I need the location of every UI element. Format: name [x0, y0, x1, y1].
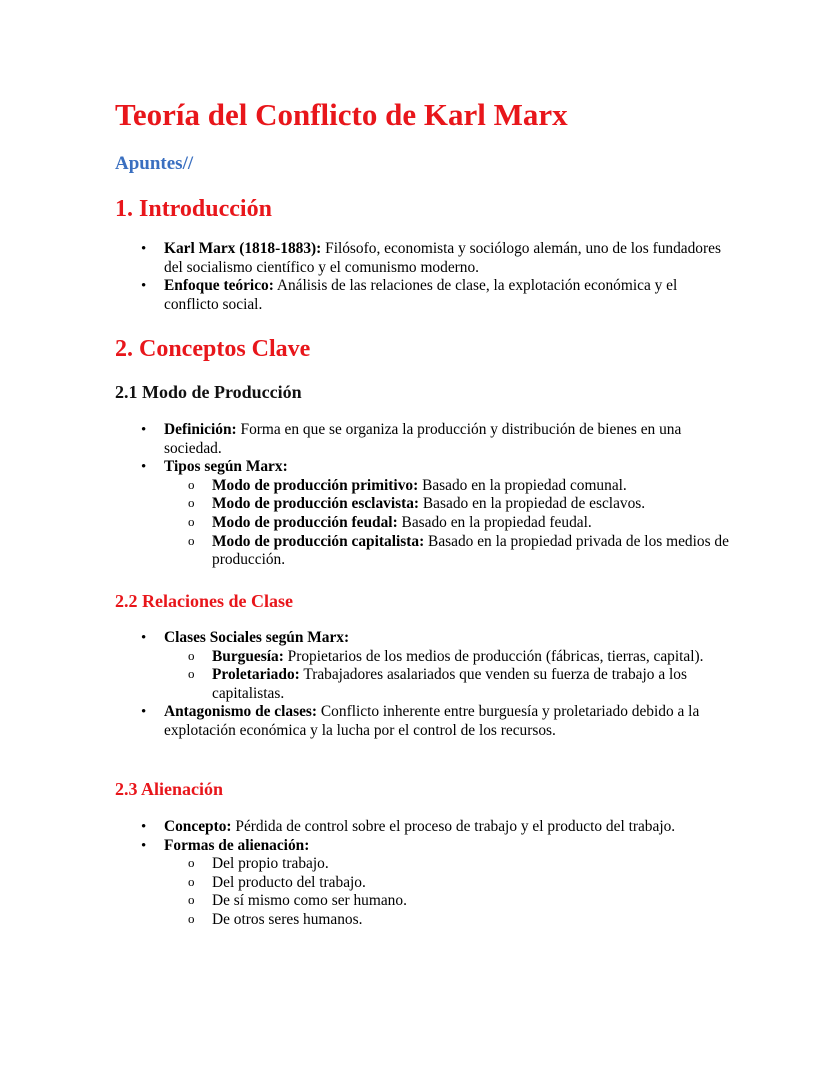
subitem-label: Burguesía:	[212, 647, 284, 665]
introduccion-list	[140, 240, 730, 314]
item-label: Tipos según Marx:	[164, 458, 288, 476]
subitem-text: De otros seres humanos.	[212, 910, 363, 928]
item-label: Clases Sociales según Marx:	[164, 629, 350, 646]
alienacion-list	[140, 818, 730, 930]
subitem-text: De sí mismo como ser humano.	[212, 892, 407, 910]
document-subtitle: Apuntes//	[115, 153, 194, 174]
subitem-text: Basado en la propiedad de esclavos.	[419, 495, 646, 513]
subitem-label: Proletariado:	[212, 666, 300, 684]
item-text: Conflicto inherente entre burguesía y proletariado debido a la explotación económica y la lucha por el control de los recursos.	[164, 703, 700, 739]
list-item	[140, 818, 730, 837]
sublist-item	[164, 855, 730, 874]
modo-produccion-list	[140, 421, 730, 570]
list-item	[140, 240, 730, 277]
subsection-heading-alienacion: 2.3 Alienación	[115, 779, 224, 799]
subsection-heading-modo-produccion: 2.1 Modo de Producción	[115, 382, 302, 402]
list-item	[140, 277, 730, 314]
item-label: Concepto:	[164, 818, 232, 835]
subitem-label: Modo de producción capitalista:	[212, 532, 425, 550]
subitem-label: Modo de producción esclavista:	[212, 495, 420, 513]
relaciones-clase-list	[140, 629, 730, 741]
subitem-text: Trabajadores asalariados que venden su fuerza de trabajo a los capitalistas.	[212, 666, 687, 702]
item-label: Enfoque teórico:	[164, 277, 274, 295]
sublist-item	[164, 892, 730, 911]
section-heading-introduccion: 1. Introducción	[115, 196, 272, 222]
sublist-item	[164, 911, 730, 930]
item-text: Forma en que se organiza la producción y distribución de bienes en una sociedad.	[164, 421, 682, 457]
item-label: Antagonismo de clases:	[164, 703, 318, 721]
sublist-item	[164, 514, 730, 533]
subitem-text: Del producto del trabajo.	[212, 873, 366, 891]
sublist-item	[164, 495, 730, 514]
document-title: Teoría del Conflicto de Karl Marx	[115, 97, 568, 132]
sublist-item	[164, 477, 730, 496]
list-item	[140, 703, 730, 740]
list-item	[140, 458, 730, 570]
item-text: Filósofo, economista y sociólogo alemán, uno de los fundadores del socialismo científico y el comunismo moderno.	[164, 240, 721, 276]
section-heading-conceptos-clave: 2. Conceptos Clave	[115, 336, 311, 362]
list-item	[140, 421, 730, 458]
sublist-item	[164, 648, 730, 667]
list-item	[140, 629, 730, 703]
item-label: Definición:	[164, 421, 237, 438]
item-label: Formas de alienación:	[164, 836, 310, 854]
subitem-text: Basado en la propiedad feudal.	[397, 513, 592, 531]
item-text: Pérdida de control sobre el proceso de trabajo y el producto del trabajo.	[231, 818, 676, 835]
item-text: Análisis de las relaciones de clase, la explotación económica y el conflicto social.	[164, 277, 678, 313]
subitem-label: Modo de producción feudal:	[212, 513, 398, 531]
subitem-label: Modo de producción primitivo:	[212, 476, 419, 494]
subitem-text: Basado en la propiedad comunal.	[418, 476, 627, 494]
subitem-text: Del propio trabajo.	[212, 855, 329, 873]
item-label: Karl Marx (1818-1883):	[164, 240, 322, 257]
sublist	[164, 855, 730, 929]
subitem-text: Propietarios de los medios de producción (fábricas, tierras, capital).	[283, 647, 704, 665]
subitem-text: Basado en la propiedad privada de los medios de producción.	[212, 532, 729, 569]
sublist	[164, 477, 730, 570]
list-item	[140, 837, 730, 930]
sublist-item	[164, 874, 730, 893]
subsection-heading-relaciones-clase: 2.2 Relaciones de Clase	[115, 591, 293, 611]
sublist	[164, 648, 730, 704]
sublist-item	[164, 666, 730, 703]
sublist-item	[164, 533, 730, 570]
